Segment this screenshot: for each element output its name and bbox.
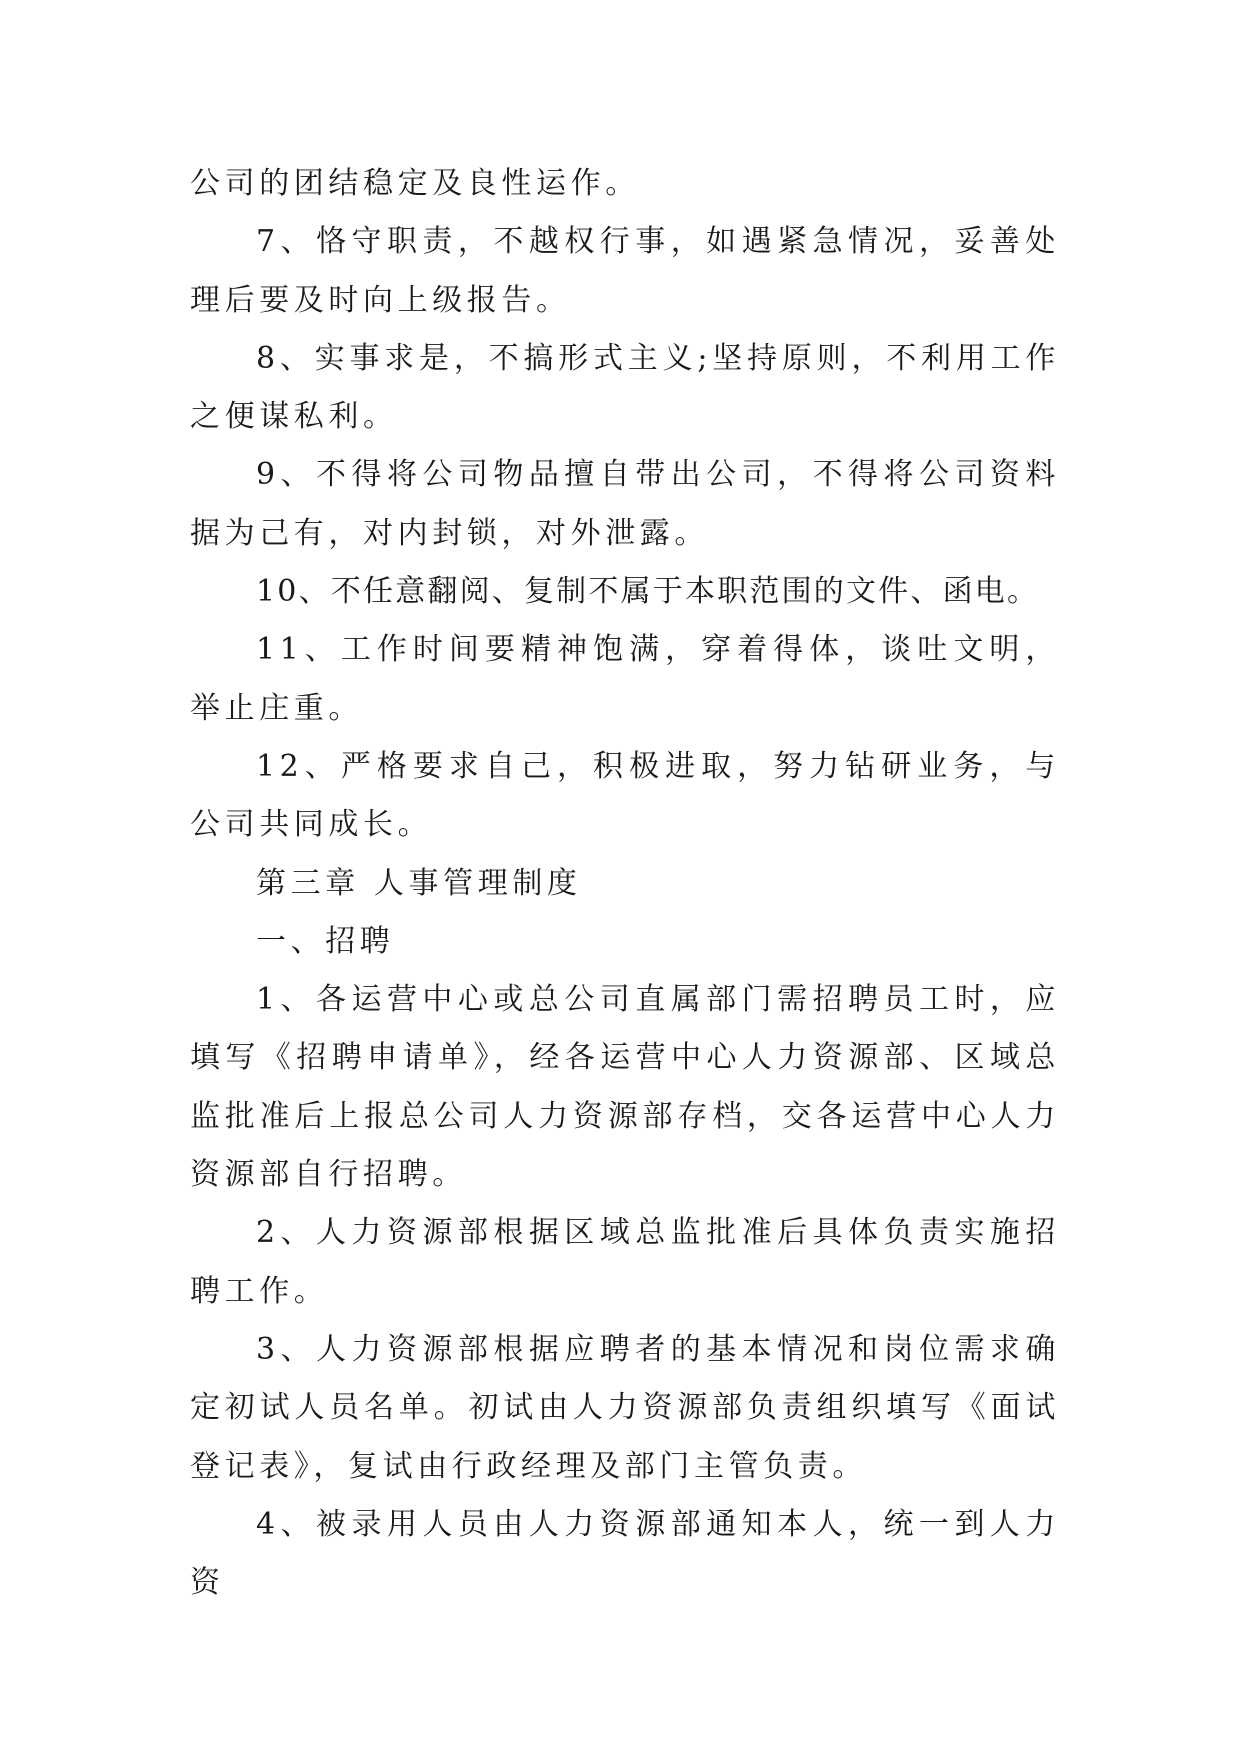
paragraph-item-11: 11、工作时间要精神饱满，穿着得体，谈吐文明，举止庄重。 xyxy=(190,632,1060,726)
section-heading-recruitment: 一、招聘 xyxy=(256,923,395,959)
chapter-heading: 第三章 人事管理制度 xyxy=(256,865,582,901)
paragraph-recruitment-2: 2、人力资源部根据区域总监批准后具体负责实施招聘工作。 xyxy=(190,1215,1060,1309)
paragraph-continuation: 公司的团结稳定及良性运作。 xyxy=(190,166,640,201)
paragraph-item-9: 9、不得将公司物品擅自带出公司，不得将公司资料据为己有，对内封锁，对外泄露。 xyxy=(190,457,1060,551)
paragraph-recruitment-4: 4、被录用人员由人力资源部通知本人，统一到人力资 xyxy=(190,1506,1060,1601)
paragraph-item-7: 7、恪守职责，不越权行事，如遇紧急情况，妥善处理后要及时向上级报告。 xyxy=(190,224,1060,318)
paragraph-item-8: 8、实事求是，不搞形式主义;坚持原则，不利用工作之便谋私利。 xyxy=(190,340,1060,435)
paragraph-item-10: 10、不任意翻阅、复制不属于本职范围的文件、函电。 xyxy=(256,574,1040,610)
paragraph-recruitment-1: 1、各运营中心或总公司直属部门需招聘员工时，应填写《招聘申请单》，经各运营中心人力资源部、区域总监批准后上报总公司人力资源部存档，交各运营中心人力资源部自行招聘。 xyxy=(190,982,1060,1193)
document-body xyxy=(190,155,1060,1612)
paragraph-item-12: 12、严格要求自己，积极进取，努力钻研业务，与公司共同成长。 xyxy=(190,748,1060,843)
paragraph-recruitment-3: 3、人力资源部根据应聘者的基本情况和岗位需求确定初试人员名单。初试由人力资源部负责组织填写《面试登记表》，复试由行政经理及部门主管负责。 xyxy=(190,1331,1060,1484)
